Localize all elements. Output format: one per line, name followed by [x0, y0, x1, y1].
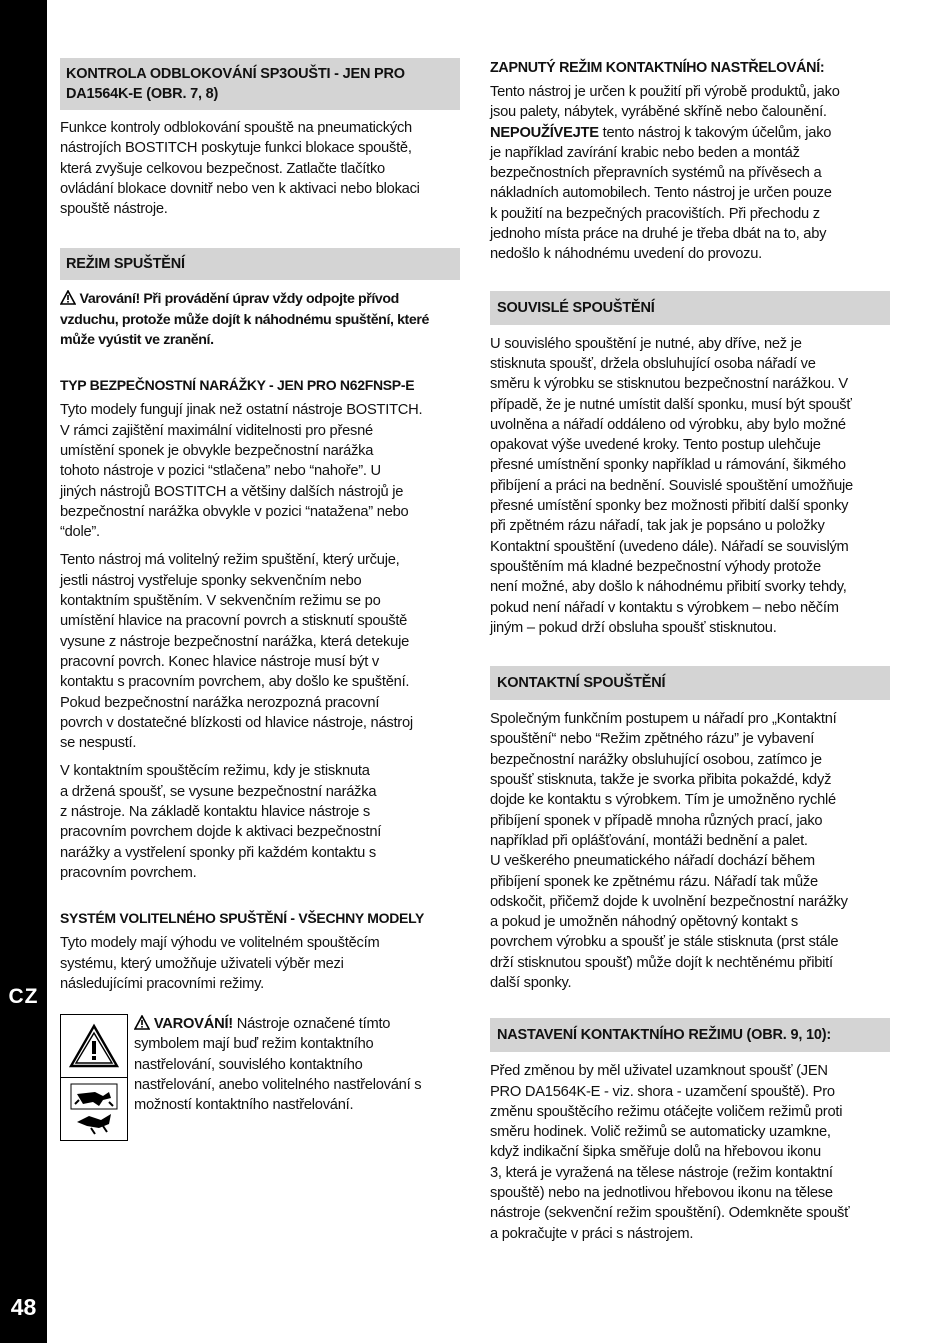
text-line: povrch v dostatečné blízkosti od hlavice nástroje, nástroj — [60, 714, 413, 731]
text-line: směru hodinek. Volič režimů se automaticky uzamkne, — [490, 1124, 831, 1141]
text-line: symbolem mají buď režim kontaktního — [134, 1036, 374, 1053]
text-line: přibíjení sponek v případě mnoha různých prací, jako — [490, 812, 823, 829]
text-line: není možné, aby došlo k náhodnému přibití svorky tehdy, — [490, 579, 847, 596]
text-line: jiných nástrojů BOSTITCH a většiny dalších nástrojů je — [60, 483, 404, 500]
text-line: opakovat výše uvedené kroky. Tento postup ulehčuje — [490, 437, 821, 454]
text-line: spouště nástroje. — [60, 201, 168, 218]
left-column — [60, 58, 460, 1144]
warning-triangle-icon — [134, 1015, 150, 1030]
symbol-warning-block — [60, 1014, 460, 1144]
text-line: která zvyšuje celkovou bezpečnost. Zatlačte tlačítko — [60, 160, 385, 177]
text-line: V rámci zajištění maximální viditelnosti pro přesné — [60, 422, 373, 439]
section-heading-sequential-trigger: SOUVISLÉ SPOUŠTĚNÍ — [490, 291, 890, 325]
text-line: jednoho místa práce na druhé je třeba dbát na to, aby — [490, 226, 827, 243]
section-heading-contact-mode-on: ZAPNUTÝ REŽIM KONTAKTNÍHO NASTŘELOVÁNÍ: — [490, 60, 825, 76]
text-line: například při oplášťování, montáži bednění a palet. — [490, 832, 808, 849]
tool-symbol-box — [60, 1014, 128, 1141]
text-line: nákladních automobilech. Tento nástroj je určen pouze — [490, 185, 832, 202]
safety-contact-paragraph-3 — [60, 761, 460, 883]
text-line: bezpečnostních přepravních systémů na přívěsech a — [490, 165, 822, 182]
text-line: při zpětném rázu nářadí, tak jak je popsáno u položky — [490, 518, 825, 535]
section-heading-contact-trigger: KONTAKTNÍ SPOUŠTĚNÍ — [490, 666, 890, 700]
text-line: Kontaktní spouštění (uvedeno dále). Nářadí se souvislým — [490, 538, 849, 555]
text-line: bezpečnostní narážka obvykle v pozici “natažena” nebo — [60, 503, 409, 520]
text-line: tohoto nástroje v pozici “stlačena” nebo “nahoře”. U — [60, 463, 381, 480]
text-line: U souvislého spouštění je nutné, aby dříve, než je — [490, 335, 802, 352]
section-heading-trigger-mode: REŽIM SPUŠTĚNÍ — [60, 248, 460, 280]
text-line: jiným – pokud drží obsluha spoušť stisknutou. — [490, 619, 777, 636]
text-line: Funkce kontroly odblokování spouště na pneumatických — [60, 120, 412, 136]
text-line: jestli nástroj vystřeluje sponky sekvenčním nebo — [60, 572, 362, 589]
text-line: případě, že je nutné umístit další sponku, musí být spoušť — [490, 396, 852, 413]
text-line: Tyto modely mají výhodu ve volitelném spouštěcím — [60, 935, 380, 952]
text-line: kontaktu s pracovním povrchem, aby došlo ke spuštění. — [60, 674, 410, 691]
text-line: a pokračujte v práci s nástrojem. — [490, 1225, 694, 1242]
text-line: přibíjení a práci na bednění. Souvislé spouštění umožňuje — [490, 477, 853, 494]
text-line: PRO DA1564K-E - viz. shora - uzamčení spouště). Pro — [490, 1083, 835, 1100]
text-line: možností kontaktního nastřelování. — [134, 1097, 354, 1114]
text-line: je například zavírání krabic nebo beden a montáž — [490, 144, 800, 161]
text-line: dojde ke kontaktu s výrobkem. Tím je umožněno rychlé — [490, 792, 836, 809]
text-line: vysune z nástroje bezpečnostní narážka, která detekuje — [60, 633, 410, 650]
symbol-warning-text: VAROVÁNÍ! Nástroje označené tímto symbolem mají buď režim kontaktního nastřelování, souvislého kontaktního nastřelování, anebo volitelného nastřelování s možností kontaktního nastřelování. — [134, 1014, 460, 1115]
section-heading-safety-contact-type: TYP BEZPEČNOSTNÍ NARÁŽKY - JEN PRO N62FNSP-E — [60, 377, 415, 394]
page-number: 48 — [10, 1294, 37, 1320]
text-line: přesné umístění sponky bez možnosti přibití další sponky — [490, 498, 849, 515]
safety-contact-paragraph-1 — [60, 400, 460, 542]
safety-contact-paragraph-2 — [60, 550, 460, 753]
text-line: umístění hlavice na pracovní povrch a stisknutí spouště — [60, 613, 408, 630]
text-line: uvolněna a nářadí oddáleno od výrobku, aby bylo možné — [490, 416, 846, 433]
text-line: “dole”. — [60, 524, 100, 541]
text-line: nedošlo k náhodnému uvedení do provozu. — [490, 246, 762, 263]
text-line: nastřelování, souvislého kontaktního — [134, 1056, 363, 1073]
section-heading-selectable-trigger: SYSTÉM VOLITELNÉHO SPUŠTĚNÍ - VŠECHNY MODELY — [60, 910, 425, 927]
text-line: přesné umístnění sponky například u rámování, šikmého — [490, 457, 846, 474]
selectable-trigger-text — [60, 933, 460, 994]
text-line: pracovním povrchem dojde k aktivaci bezpečnostní — [60, 824, 382, 841]
text-line: Tento nástroj má volitelný režim spuštění, který určuje, — [60, 552, 400, 569]
text-line: spouštění“ nebo “Režim zpětného rázu” je vybavení — [490, 731, 815, 748]
text-line: stisknuta spoušť, držela obsluhující osoba nářadí ve — [490, 355, 816, 372]
text-line: povrchem výrobku a spoušť je stále stisknuta (prst stále — [490, 934, 839, 951]
text-line: následujícími pracovními režimy. — [60, 975, 264, 992]
unlock-control-text — [60, 118, 460, 219]
text-line: drží stisknutou spoušť) může dojít k nechtěnému přibití — [490, 954, 833, 971]
text-line: systému, který umožňuje uživateli výběr mezi — [60, 955, 344, 972]
text-line: změnu spouštěcího režimu otáčejte voličem režimů proti — [490, 1103, 843, 1120]
section-heading-contact-mode-setting: NASTAVENÍ KONTAKTNÍHO REŽIMU (OBR. 9, 10): — [490, 1018, 890, 1052]
contact-mode-setting-text — [490, 1061, 890, 1244]
text-line: bezpečnostní narážky obsluhující osobou, zatímco je — [490, 751, 822, 768]
text-line: spouštěním má kladné bezpečnostní výhody protože — [490, 558, 821, 575]
contact-trigger-text — [490, 709, 890, 993]
language-label: CZ — [8, 985, 39, 1008]
text-line: a pokud je umožněn náhodný opětovný kontakt s — [490, 914, 799, 931]
sequential-trigger-text — [490, 334, 890, 638]
text-line: U veškerého pneumatického nářadí dochází během — [490, 853, 815, 870]
right-column — [490, 58, 890, 1244]
text-line: z nástroje. Na základě kontaktu hlavice nástroje s — [60, 804, 370, 821]
text-line: nástrojích BOSTITCH poskytuje funkci blokace spouště, — [60, 140, 412, 157]
text-line: a držená spoušť, se vysune bezpečnostní narážka — [60, 783, 377, 800]
text-line: se nespustí. — [60, 735, 137, 752]
text-line: 3, která je vyražená na tělese nástroje (režim kontaktní — [490, 1164, 833, 1181]
nailer-mode-icon — [69, 1082, 119, 1136]
text-line: umístění sponek je obvykle bezpečnostní narážka — [60, 442, 374, 459]
text-line: nastřelování, anebo volitelného nastřelování s — [134, 1076, 422, 1093]
text-line: pracovním povrchem. — [60, 864, 197, 881]
warning-symbol-icon — [68, 1023, 120, 1069]
text-line: nástroje (sekvenční režim spouštění). Odemkněte spoušť — [490, 1205, 850, 1222]
text-line: Před změnou by měl uživatel uzamknout spoušť (JEN — [490, 1063, 828, 1080]
text-line: spoušť stisknuta, takže je svorka přibita pokaždé, když — [490, 772, 832, 789]
text-line: Společným funkčním postupem u nářadí pro „Kontaktní — [490, 711, 837, 728]
do-not-use-emphasis: NEPOUŽÍVEJTE — [490, 124, 599, 141]
text-line: směru k výrobku se stisknutou bezpečnostní narážkou. V — [490, 376, 848, 393]
warning-line-1: Varování! Při provádění úprav vždy odpojte přívod — [79, 291, 399, 308]
warning-triangle-icon — [60, 290, 76, 305]
sidebar — [0, 0, 47, 1343]
text-line: Pokud bezpečnostní narážka nerozpozná pracovní — [60, 694, 380, 711]
text-line: k použití na bezpečných pracovištích. Při přechodu z — [490, 205, 820, 222]
trigger-mode-warning: Varování! Při provádění úprav vždy odpojte přívod vzduchu, protože může dojít k náhodnému spuštění, které může vyústit ve zranění. — [60, 291, 429, 349]
text-line: V kontaktním spouštěcím režimu, kdy je stisknuta — [60, 763, 370, 780]
text-line: ovládání blokace dovnitř nebo ven k aktivaci nebo blokaci — [60, 180, 420, 197]
section-heading-unlock-control: KONTROLA ODBLOKOVÁNÍ SP3OUŠTI - JEN PRO DA1564K-E (OBR. 7, 8) — [60, 58, 460, 110]
contact-mode-on-text: Tento nástroj je určen k použití při výrobě produktů, jako jsou palety, nábytek, vyráběné skříně nebo čalounění. NEPOUŽÍVEJTE tento nástroj k takovým účelům, jako je například zavírání krabic nebo beden a montáž bezpečnostních přepravních systémů na přívěsech a nákladních automobilech. Tento nástroj je určen pouze k použití na bezpečných pracovištích. Při přechodu z jednoho místa práce na druhé je třeba dbát na to, aby nedošlo k náhodnému uvedení do provozu. — [490, 82, 890, 265]
text-line: když indikační šipka směřuje dolů na hřebovou ikonu — [490, 1144, 821, 1161]
text-line: přibíjení sponek ke zpětnému rázu. Nářadí tak může — [490, 873, 818, 890]
text-line: odskočit, přičemž dojde k uvolnění bezpečnostní narážky — [490, 893, 848, 910]
text-line: kontaktním spuštěním. V sekvenčním režimu se po — [60, 593, 381, 610]
warning-label: VAROVÁNÍ! — [153, 1016, 233, 1033]
text-line: spouště) nebo na jednotlivou hřebovou ikonu na tělese — [490, 1185, 833, 1202]
text-line: narážky a vystřelení sponky při každém kontaktu s — [60, 844, 376, 861]
text-line: další sponky. — [490, 974, 572, 991]
text-line: Tyto modely fungují jinak než ostatní nástroje BOSTITCH. — [60, 402, 423, 419]
text-line: pokud není nářadí v kontaktu s výrobkem – nebo něčím — [490, 599, 839, 616]
text-line: pracovní povrch. Konec hlavice nástroje musí být v — [60, 653, 379, 670]
